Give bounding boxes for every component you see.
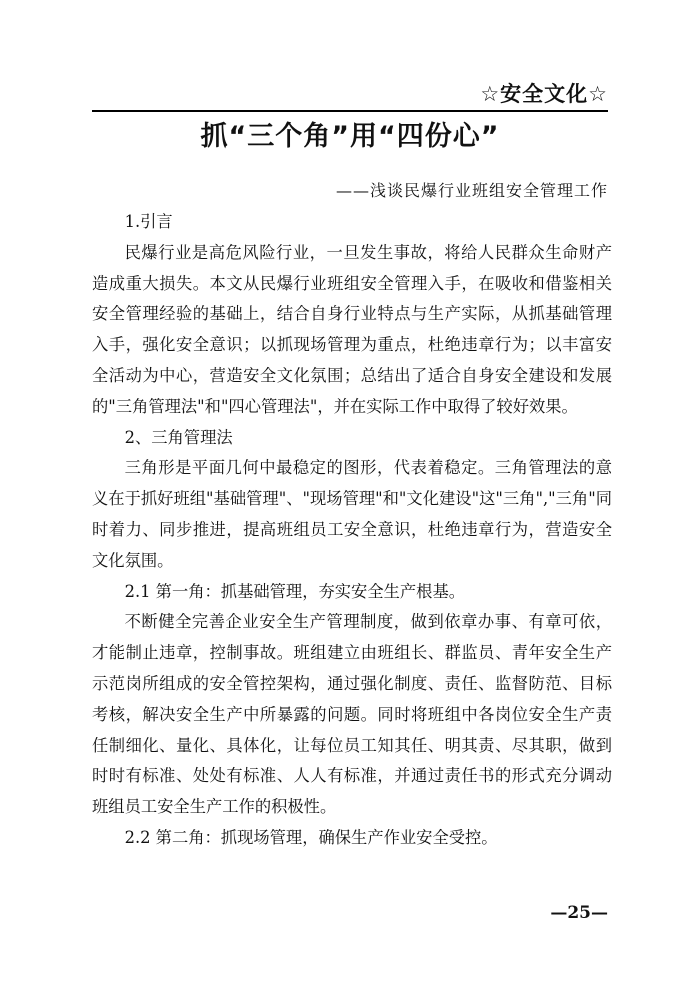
article-body	[92, 207, 612, 854]
header-divider	[92, 110, 608, 112]
article-title: 抓“三个角”用“四份心”	[200, 121, 500, 152]
article-subtitle: ——浅谈民爆行业班组安全管理工作	[335, 181, 608, 200]
paragraph-introduction: 民爆行业是高危风险行业，一旦发生事故，将给人民群众生命财产造成重大损失。本文从民爆行业班组安全管理入手，在吸收和借鉴相关安全管理经验的基础上，结合自身行业特点与生产实际，从抓基础管理入手，强化安全意识；以抓现场管理为重点，杜绝违章行为；以丰富安全活动为中心，营造安全文化氛围；总结出了适合自身安全建设和发展的"三角管理法"和"四心管理法"，并在实际工作中取得了较好效果。	[92, 242, 612, 416]
heading-triangle-method: 2、三角管理法	[124, 427, 233, 447]
heading-first-corner: 2.1 第一角：抓基础管理，夯实安全生产根基。	[124, 581, 466, 601]
page-number: —25—	[550, 903, 608, 923]
section-header: ☆安全文化☆	[480, 82, 608, 106]
heading-introduction: 1.引言	[124, 212, 173, 231]
heading-second-corner: 2.2 第二角：抓现场管理，确保生产作业安全受控。	[124, 827, 498, 847]
paragraph-first-corner: 不断健全完善企业安全生产管理制度，做到依章办事、有章可依，才能制止违章，控制事故。班组建立由班组长、群监员、青年安全生产示范岗所组成的安全管控架构，通过强化制度、责任、监督防范、目标考核，解决安全生产中所暴露的问题。同时将班组中各岗位安全生产责任制细化、量化、具体化，让每位员工知其任、明其责、尽其职，做到时时有标准、处处有标准、人人有标准，并通过责任书的形式充分调动班组员工安全生产工作的积极性。	[92, 612, 612, 817]
paragraph-triangle-method: 三角形是平面几何中最稳定的图形，代表着稳定。三角管理法的意义在于抓好班组"基础管理"、"现场管理"和"文化建设"这"三角","三角"同时着力、同步推进，提高班组员工安全意识，杜绝违章行为，营造安全文化氛围。	[92, 458, 612, 570]
